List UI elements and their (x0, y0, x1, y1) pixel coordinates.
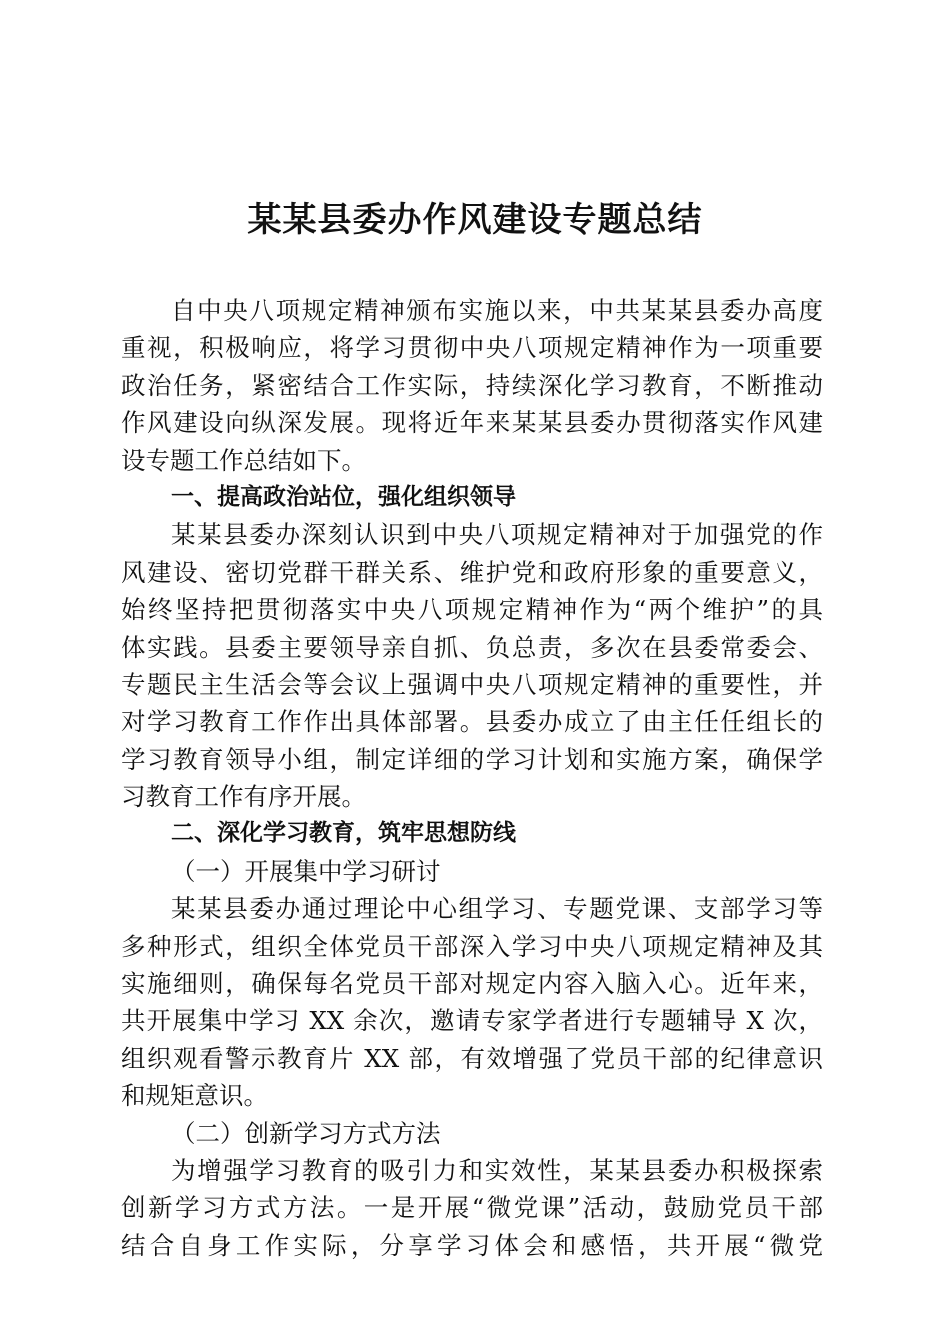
paragraph-line: 为增强学习教育的吸引力和实效性，某某县委办积极探索 (171, 1155, 823, 1185)
paragraph-line: 某某县委办通过理论中心组学习、专题党课、支部学习等 (171, 894, 823, 924)
section-heading: 二、深化学习教育，筑牢思想防线 (171, 820, 516, 847)
subsection-heading: （二）创新学习方式方法 (171, 1118, 441, 1148)
paragraph-line: 结合自身工作实际，分享学习体会和感悟，共开展“微党 (121, 1230, 823, 1260)
paragraph-line: 作风建设向纵深发展。现将近年来某某县委办贯彻落实作风建 (121, 408, 823, 438)
paragraph-line: 始终坚持把贯彻落实中央八项规定精神作为“两个维护”的具 (121, 595, 823, 625)
subsection-heading: （一）开展集中学习研讨 (171, 856, 441, 886)
paragraph-line: 实施细则，确保每名党员干部对规定内容入脑入心。近年来， (121, 969, 823, 999)
paragraph-line: 创新学习方式方法。一是开展“微党课”活动，鼓励党员干部 (121, 1193, 823, 1223)
document-body (121, 292, 823, 1264)
paragraph-line: 多种形式，组织全体党员干部深入学习中央八项规定精神及其 (121, 931, 823, 961)
paragraph-line: 专题民主生活会等会议上强调中央八项规定精神的重要性，并 (121, 669, 823, 699)
paragraph-line: 某某县委办深刻认识到中央八项规定精神对于加强党的作 (171, 520, 823, 550)
paragraph-line: 设专题工作总结如下。 (121, 445, 366, 475)
paragraph-line: 政治任务，紧密结合工作实际，持续深化学习教育，不断推动 (121, 370, 823, 400)
paragraph-line: 和规矩意识。 (121, 1081, 268, 1111)
paragraph-line: 共开展集中学习 XX 余次，邀请专家学者进行专题辅导 X 次， (121, 1006, 823, 1036)
paragraph-line: 组织观看警示教育片 XX 部，有效增强了党员干部的纪律意识 (121, 1043, 823, 1073)
section-heading: 一、提高政治站位，强化组织领导 (171, 483, 516, 510)
paragraph-line: 学习教育领导小组，制定详细的学习计划和实施方案，确保学 (121, 744, 823, 774)
paragraph-line: 对学习教育工作作出具体部署。县委办成立了由主任任组长的 (121, 707, 823, 737)
paragraph-line: 自中央八项规定精神颁布实施以来，中共某某县委办高度 (171, 296, 823, 325)
paragraph-line: 体实践。县委主要领导亲自抓、负总责，多次在县委常委会、 (121, 632, 823, 662)
document-title: 某某县委办作风建设专题总结 (247, 200, 703, 240)
paragraph-line: 风建设、密切党群干群关系、维护党和政府形象的重要意义， (121, 557, 823, 587)
paragraph-line: 重视，积极响应，将学习贯彻中央八项规定精神作为一项重要 (121, 333, 823, 363)
paragraph-line: 习教育工作有序开展。 (121, 782, 366, 812)
